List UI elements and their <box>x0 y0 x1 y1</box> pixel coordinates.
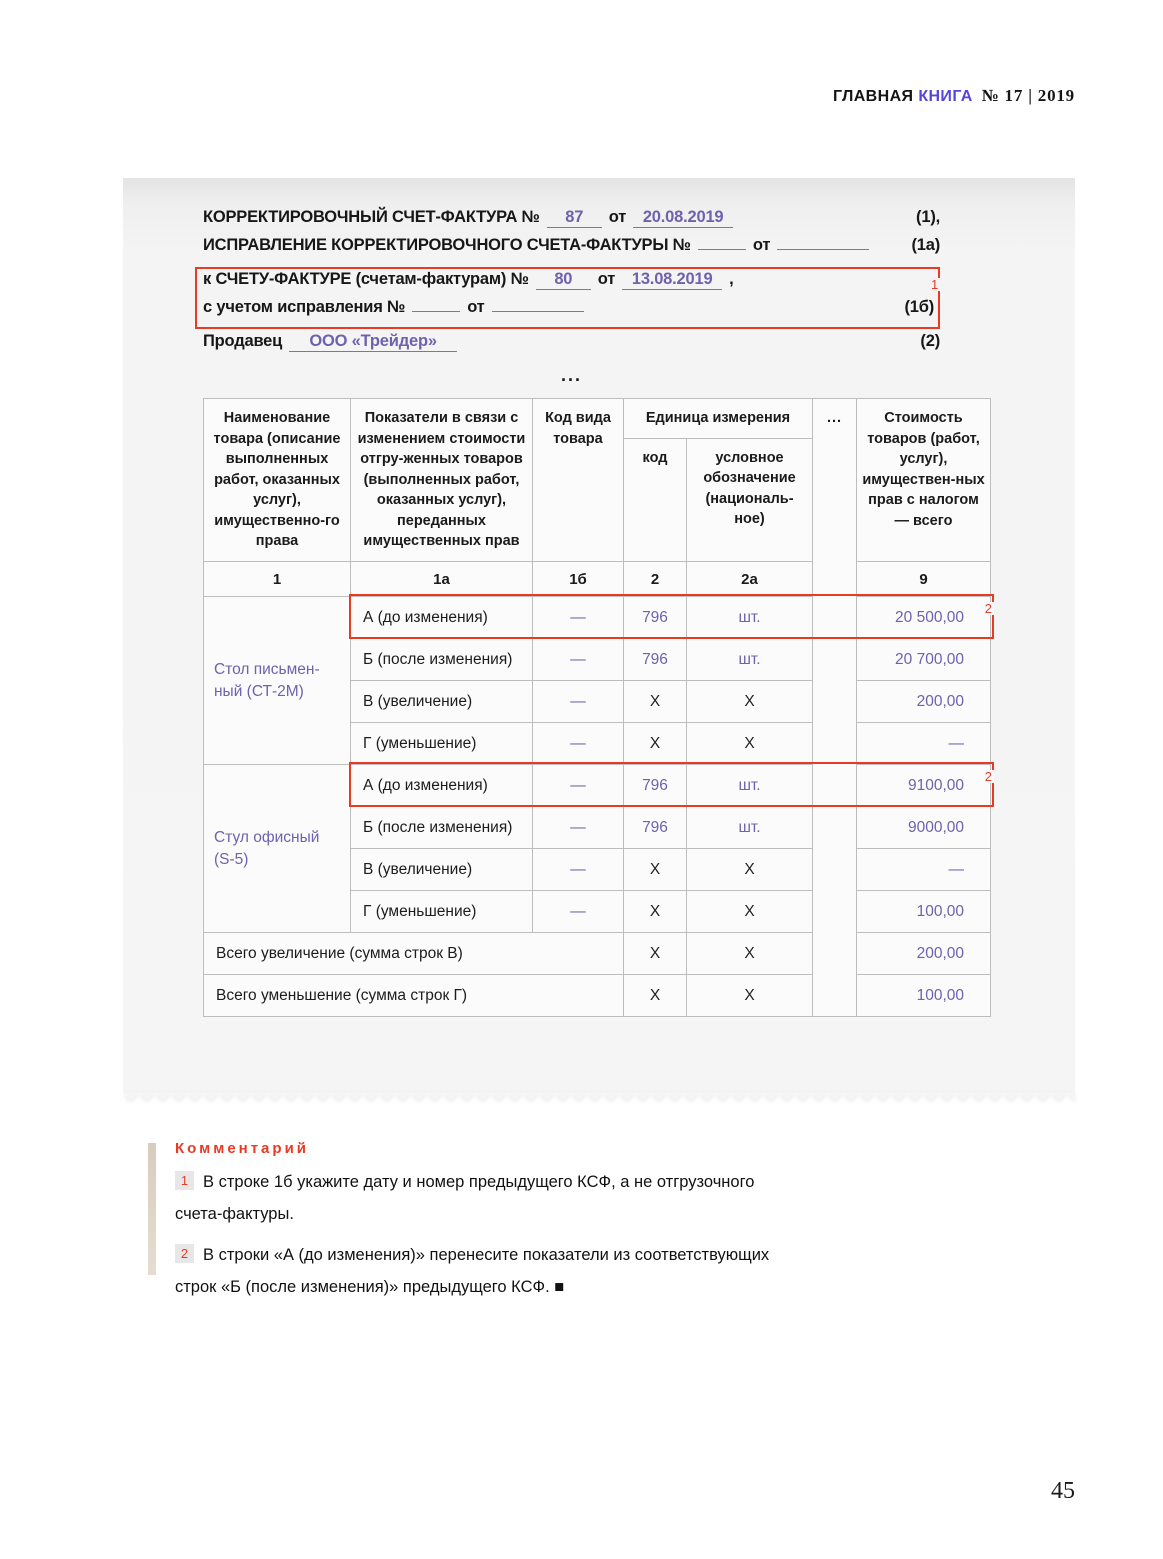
table-row-total-increase <box>204 933 991 975</box>
indicator-cell: Г (уменьшение) <box>351 723 533 765</box>
line1-label: КОРРЕКТИРОВОЧНЫЙ СЧЕТ-ФАКТУРА № <box>203 208 540 226</box>
total-label: Всего увеличение (сумма строк В) <box>204 933 624 975</box>
type-code-cell: — <box>533 681 624 723</box>
line5-ref: (2) <box>920 332 940 350</box>
indicator-cell: В (увеличение) <box>351 849 533 891</box>
correction-number-blank <box>698 249 746 250</box>
invoice-table-wrap <box>203 398 994 1017</box>
table-header-row-1 <box>204 399 991 439</box>
torn-paper-edge <box>123 1092 1075 1101</box>
cost-cell: — <box>857 723 991 765</box>
unit-code-cell: Х <box>624 891 687 933</box>
unit-symbol-cell: шт. <box>687 807 813 849</box>
unit-symbol-cell: шт. <box>687 639 813 681</box>
line2-ot: от <box>752 236 771 254</box>
unit-code-cell: 796 <box>624 807 687 849</box>
cost-cell: 200,00 <box>857 681 991 723</box>
unit-code-cell: 796 <box>624 765 687 807</box>
cost-cell: — <box>857 849 991 891</box>
commentary-text-2: В строки «А (до изменения)» перенесите показатели из соответствующих строк «Б (после изменения)» предыдущего КСФ. ■ <box>175 1246 770 1296</box>
col-header-type-code: Код вида товара <box>533 399 624 562</box>
indicator-cell: В (увеличение) <box>351 681 533 723</box>
line2-label: ИСПРАВЛЕНИЕ КОРРЕКТИРОВОЧНОГО СЧЕТА-ФАКТУРЫ № <box>203 236 691 254</box>
indicator-cell: А (до изменения) <box>351 765 533 807</box>
document-panel <box>123 178 1075 1092</box>
omitted-content-ellipsis: ... <box>560 365 582 385</box>
seller-name-field: ООО «Трейдер» <box>289 332 457 352</box>
col-num-1b: 1б <box>533 562 624 597</box>
commentary-side-bar <box>148 1143 156 1275</box>
type-code-cell: — <box>533 639 624 681</box>
invoice-line-to-invoice <box>203 270 934 298</box>
table-row-desk-a <box>204 597 991 639</box>
type-code-cell: — <box>533 891 624 933</box>
col-num-9: 9 <box>857 562 991 597</box>
indicator-cell: Б (после изменения) <box>351 807 533 849</box>
unit-code-cell: 796 <box>624 639 687 681</box>
source-invoice-number-field: 80 <box>536 270 591 290</box>
amendment-date-blank <box>492 311 584 312</box>
total-label: Всего уменьшение (сумма строк Г) <box>204 975 624 1017</box>
line4-ref: (1б) <box>904 298 934 316</box>
commentary-item-1 <box>175 1166 788 1230</box>
line5-label: Продавец <box>203 332 283 350</box>
magazine-issue: № 17 | 2019 <box>981 86 1075 105</box>
line3-comma: , <box>729 270 734 288</box>
cost-cell: 20 700,00 <box>857 639 991 681</box>
line4-ot: от <box>467 298 485 316</box>
line1-ot: от <box>608 208 627 226</box>
invoice-number-field: 87 <box>547 208 602 228</box>
total-cost-cell: 200,00 <box>857 933 991 975</box>
table-row-total-decrease <box>204 975 991 1017</box>
type-code-cell: — <box>533 765 624 807</box>
col-header-unit-group: Единица измерения <box>624 399 813 439</box>
unit-code-cell: Х <box>624 723 687 765</box>
type-code-cell: — <box>533 807 624 849</box>
col-num-2: 2 <box>624 562 687 597</box>
col-num-1: 1 <box>204 562 351 597</box>
unit-symbol-cell: Х <box>687 891 813 933</box>
invoice-line-seller <box>203 332 940 360</box>
page-number: 45 <box>1051 1478 1075 1504</box>
unit-symbol-cell: шт. <box>687 765 813 807</box>
col-num-1a: 1а <box>351 562 533 597</box>
type-code-cell: — <box>533 723 624 765</box>
type-code-cell: — <box>533 597 624 639</box>
commentary-item-2 <box>175 1239 788 1303</box>
indicator-cell: А (до изменения) <box>351 597 533 639</box>
unit-code-cell: 796 <box>624 597 687 639</box>
cost-cell: 9000,00 <box>857 807 991 849</box>
line3-ot: от <box>597 270 616 288</box>
total-x-cell: Х <box>624 933 687 975</box>
magazine-title-black: ГЛАВНАЯ <box>833 88 914 105</box>
col-header-dots: ... <box>813 399 857 1017</box>
invoice-line-1b <box>203 298 934 326</box>
commentary-block <box>148 1140 788 1303</box>
footnote-marker-2: 2 <box>984 769 992 784</box>
source-invoice-date-field: 13.08.2019 <box>622 270 722 290</box>
col-header-unit-symbol: условное обозначение (националь-ное) <box>687 438 813 561</box>
unit-symbol-cell: шт. <box>687 597 813 639</box>
correction-date-blank <box>777 249 869 250</box>
line4-label: с учетом исправления № <box>203 298 406 316</box>
type-code-cell: — <box>533 849 624 891</box>
line1-ref: (1), <box>916 208 940 226</box>
indicator-cell: Б (после изменения) <box>351 639 533 681</box>
footnote-chip-1: 1 <box>175 1171 194 1190</box>
line3-label: к СЧЕТУ-ФАКТУРЕ (счетам-фактурам) № <box>203 270 529 288</box>
unit-code-cell: Х <box>624 681 687 723</box>
product-name-chair: Стул офисный (S-5) <box>204 765 351 933</box>
total-x-cell: Х <box>624 975 687 1017</box>
col-header-cost: Стоимость товаров (работ, услуг), имуществен-ных прав с налогом — всего <box>857 399 991 562</box>
col-header-indicators: Показатели в связи с изменением стоимости отгру-женных товаров (выполненных работ, оказанных услуг), переданных имущественных прав <box>351 399 533 562</box>
product-name-desk: Стол письмен-ный (СТ-2М) <box>204 597 351 765</box>
cost-cell: 20 500,00 <box>857 597 991 639</box>
footnote-chip-2: 2 <box>175 1244 194 1263</box>
total-x-cell: Х <box>687 975 813 1017</box>
column-numbers-row <box>204 562 991 597</box>
highlight-box-line-1b <box>195 267 940 329</box>
invoice-line-1 <box>203 208 940 236</box>
invoice-header <box>203 178 940 360</box>
total-x-cell: Х <box>687 933 813 975</box>
col-header-unit-code: код <box>624 438 687 561</box>
footnote-marker-1: 1 <box>930 277 938 292</box>
unit-symbol-cell: Х <box>687 849 813 891</box>
line2-ref: (1а) <box>911 236 940 254</box>
footnote-marker-2: 2 <box>984 601 992 616</box>
magazine-title-accent: КНИГА <box>918 88 973 105</box>
col-header-name: Наименование товара (описание выполненных работ, оказанных услуг), имущественно-го права <box>204 399 351 562</box>
cost-cell: 9100,00 <box>857 765 991 807</box>
unit-symbol-cell: Х <box>687 723 813 765</box>
table-row-chair-a <box>204 765 991 807</box>
cost-cell: 100,00 <box>857 891 991 933</box>
unit-code-cell: Х <box>624 849 687 891</box>
col-num-2a: 2а <box>687 562 813 597</box>
commentary-title: Комментарий <box>175 1140 310 1157</box>
indicator-cell: Г (уменьшение) <box>351 891 533 933</box>
unit-symbol-cell: Х <box>687 681 813 723</box>
magazine-masthead <box>833 86 1075 106</box>
invoice-line-1a <box>203 236 940 264</box>
commentary-text-1: В строке 1б укажите дату и номер предыдущего КСФ, а не отгрузочного счета-фактуры. <box>175 1173 755 1223</box>
invoice-table <box>203 398 991 1017</box>
total-cost-cell: 100,00 <box>857 975 991 1017</box>
amendment-number-blank <box>412 311 460 312</box>
invoice-date-field: 20.08.2019 <box>633 208 733 228</box>
commentary-content <box>175 1140 788 1303</box>
